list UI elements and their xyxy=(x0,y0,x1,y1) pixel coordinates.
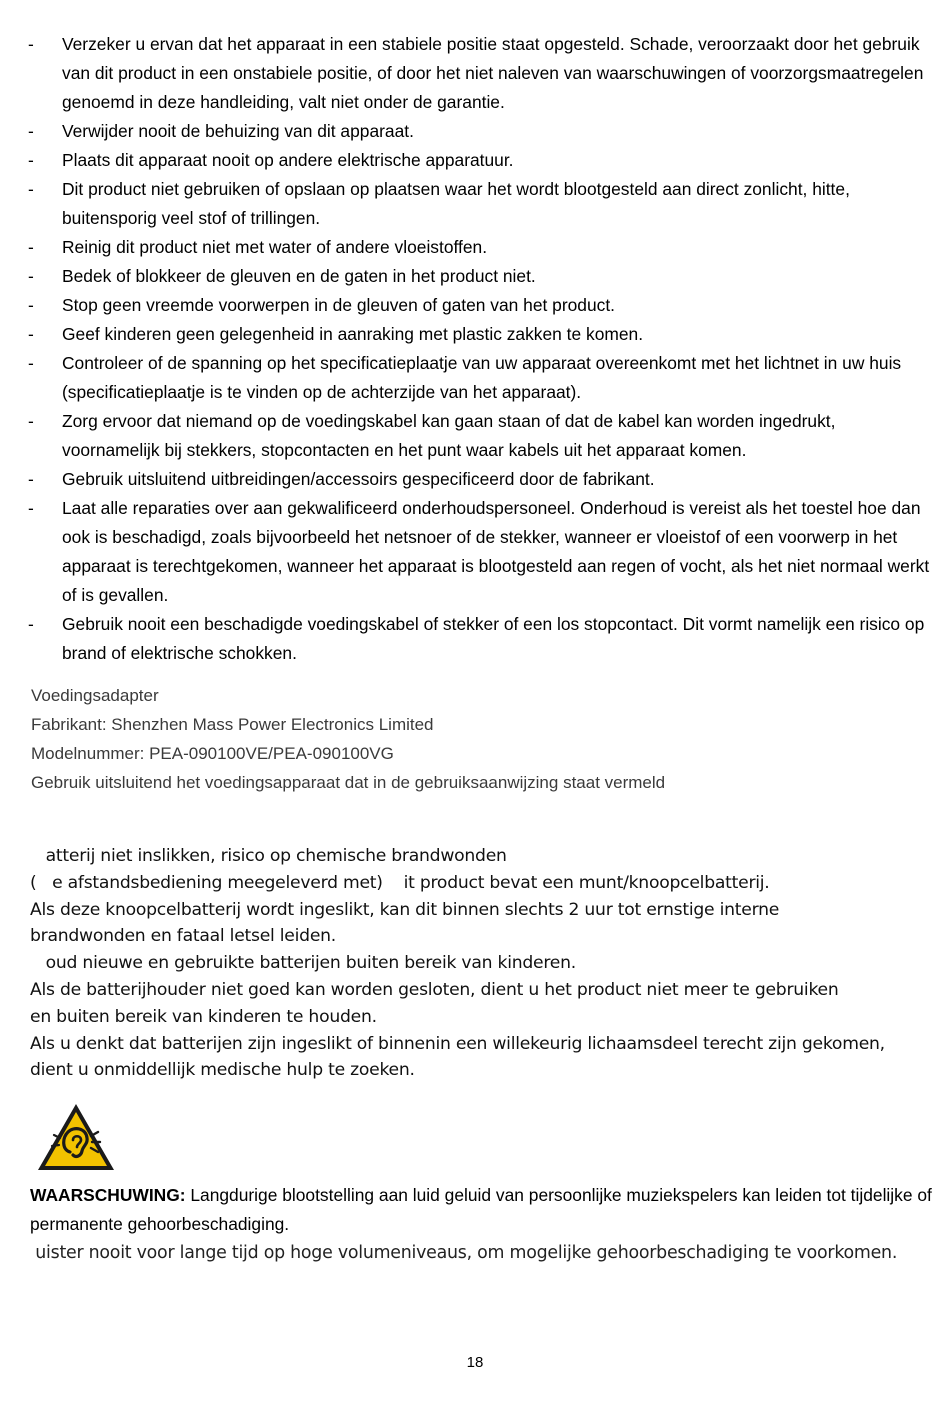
battery-line: en buiten bereik van kinderen te houden. xyxy=(30,1006,377,1027)
safety-list-item xyxy=(28,320,933,349)
safety-list-item xyxy=(28,291,933,320)
safety-item-text: Gebruik uitsluitend uitbreidingen/accessoirs gespecificeerd door de fabrikant. xyxy=(62,469,655,489)
bullet-dash: - xyxy=(28,34,34,54)
safety-list-item xyxy=(28,175,933,233)
safety-list-item xyxy=(28,465,933,494)
bullet-dash: - xyxy=(28,614,34,634)
safety-list-item xyxy=(28,146,933,175)
safety-list-item xyxy=(28,407,933,465)
bullet-dash: - xyxy=(28,411,34,431)
safety-list-item xyxy=(28,494,933,610)
safety-item-text: Gebruik nooit een beschadigde voedingskabel of stekker of een los stopcontact. Dit vormt namelijk een risico op brand of elektrische schokken. xyxy=(62,614,925,663)
bullet-dash: - xyxy=(28,121,34,141)
safety-list-item xyxy=(28,262,933,291)
bullet-dash: - xyxy=(28,469,34,489)
hearing-advice: uister nooit voor lange tijd op hoge volumeniveaus, om mogelijke gehoorbeschadiging te voorkomen. xyxy=(30,1243,898,1263)
safety-item-text: Controleer of de spanning op het specificatieplaatje van uw apparaat overeenkomt met het lichtnet in uw huis (specificatieplaatje is te vinden op de achterzijde van het apparaat). xyxy=(62,353,902,402)
bullet-dash: - xyxy=(28,237,34,257)
safety-item-text: Verwijder nooit de behuizing van dit apparaat. xyxy=(62,121,414,141)
warning-text: Langdurige blootstelling aan luid geluid van persoonlijke muziekspelers kan leiden tot tijdelijke of permanente gehoorbeschadiging. xyxy=(30,1185,932,1234)
safety-item-text: Plaats dit apparaat nooit op andere elektrische apparatuur. xyxy=(62,150,514,170)
safety-item-text: Verzeker u ervan dat het apparaat in een stabiele positie staat opgesteld. Schade, veroorzaakt door het gebruik van dit product in een onstabiele positie, of door het niet naleven van waarschuwingen of voorzorgsmaatregelen genoemd in deze handleiding, valt niet onder de garantie. xyxy=(62,34,924,112)
safety-item-text: Stop geen vreemde voorwerpen in de gleuven of gaten van het product. xyxy=(62,295,616,315)
safety-list-item xyxy=(28,117,933,146)
page-number: 18 xyxy=(466,1354,484,1371)
safety-item-text: Zorg ervoor dat niemand op de voedingskabel kan gaan staan of dat de kabel kan worden ingedrukt, voornamelijk bij stekkers, stopcontacten en het punt waar kabels uit het apparaat komen. xyxy=(62,411,836,460)
adapter-manufacturer: Fabrikant: Shenzhen Mass Power Electronics Limited xyxy=(31,715,434,734)
safety-list-item xyxy=(28,610,933,668)
hearing-warning xyxy=(30,1181,935,1239)
battery-line: atterij niet inslikken, risico op chemische brandwonden xyxy=(30,846,507,866)
safety-list-item xyxy=(28,233,933,262)
battery-line: brandwonden en fataal letsel leiden. xyxy=(30,926,336,947)
battery-line: ( e afstandsbediening meegeleverd met) it product bevat een munt/knoopcelbatterij. xyxy=(30,872,770,893)
safety-item-text: Dit product niet gebruiken of opslaan op plaatsen waar het wordt blootgesteld aan direct zonlicht, hitte, buitensporig veel stof of trillingen. xyxy=(62,179,850,228)
warning-label: WAARSCHUWING: xyxy=(30,1185,186,1205)
bullet-dash: - xyxy=(28,353,34,373)
adapter-heading: Voedingsadapter xyxy=(31,686,159,705)
battery-line: Als deze knoopcelbatterij wordt ingeslikt, kan dit binnen slechts 2 uur tot ernstige interne xyxy=(30,899,780,920)
power-adapter-section xyxy=(31,681,921,797)
safety-item-text: Geef kinderen geen gelegenheid in aanraking met plastic zakken te komen. xyxy=(62,324,644,344)
safety-item-text: Laat alle reparaties over aan gekwalificeerd onderhoudspersoneel. Onderhoud is vereist als het toestel hoe dan ook is beschadigd, zoals bijvoorbeeld het netsnoer of de stekker, wanneer er vloeistof of een voorwerp in het apparaat is terechtgekomen, wanneer het apparaat is blootgesteld aan regen of vocht, als het niet normaal werkt of is gevallen. xyxy=(62,498,930,605)
safety-item-text: Bedek of blokkeer de gleuven en de gaten in het product niet. xyxy=(62,266,536,286)
bullet-dash: - xyxy=(28,498,34,518)
battery-line: dient u onmiddellijk medische hulp te zoeken. xyxy=(30,1060,415,1081)
safety-instructions-list xyxy=(28,30,933,668)
bullet-dash: - xyxy=(28,150,34,170)
bullet-dash: - xyxy=(28,324,34,344)
battery-warning-section xyxy=(30,843,948,1084)
safety-list-item xyxy=(28,349,933,407)
battery-line: Als de batterijhouder niet goed kan worden gesloten, dient u het product niet meer te gebruiken xyxy=(30,979,839,1000)
hearing-damage-warning-icon xyxy=(36,1102,116,1172)
bullet-dash: - xyxy=(28,179,34,199)
battery-line: oud nieuwe en gebruikte batterijen buiten bereik van kinderen. xyxy=(30,953,576,974)
bullet-dash: - xyxy=(28,266,34,286)
safety-item-text: Reinig dit product niet met water of andere vloeistoffen. xyxy=(62,237,488,257)
bullet-dash: - xyxy=(28,295,34,315)
safety-list-item xyxy=(28,30,933,117)
adapter-model-number: Modelnummer: PEA-090100VE/PEA-090100VG xyxy=(31,744,394,763)
battery-line: Als u denkt dat batterijen zijn ingeslikt of binnenin een willekeurig lichaamsdeel terecht zijn gekomen, xyxy=(30,1033,885,1054)
adapter-usage-note: Gebruik uitsluitend het voedingsapparaat dat in de gebruiksaanwijzing staat vermeld xyxy=(31,773,666,792)
